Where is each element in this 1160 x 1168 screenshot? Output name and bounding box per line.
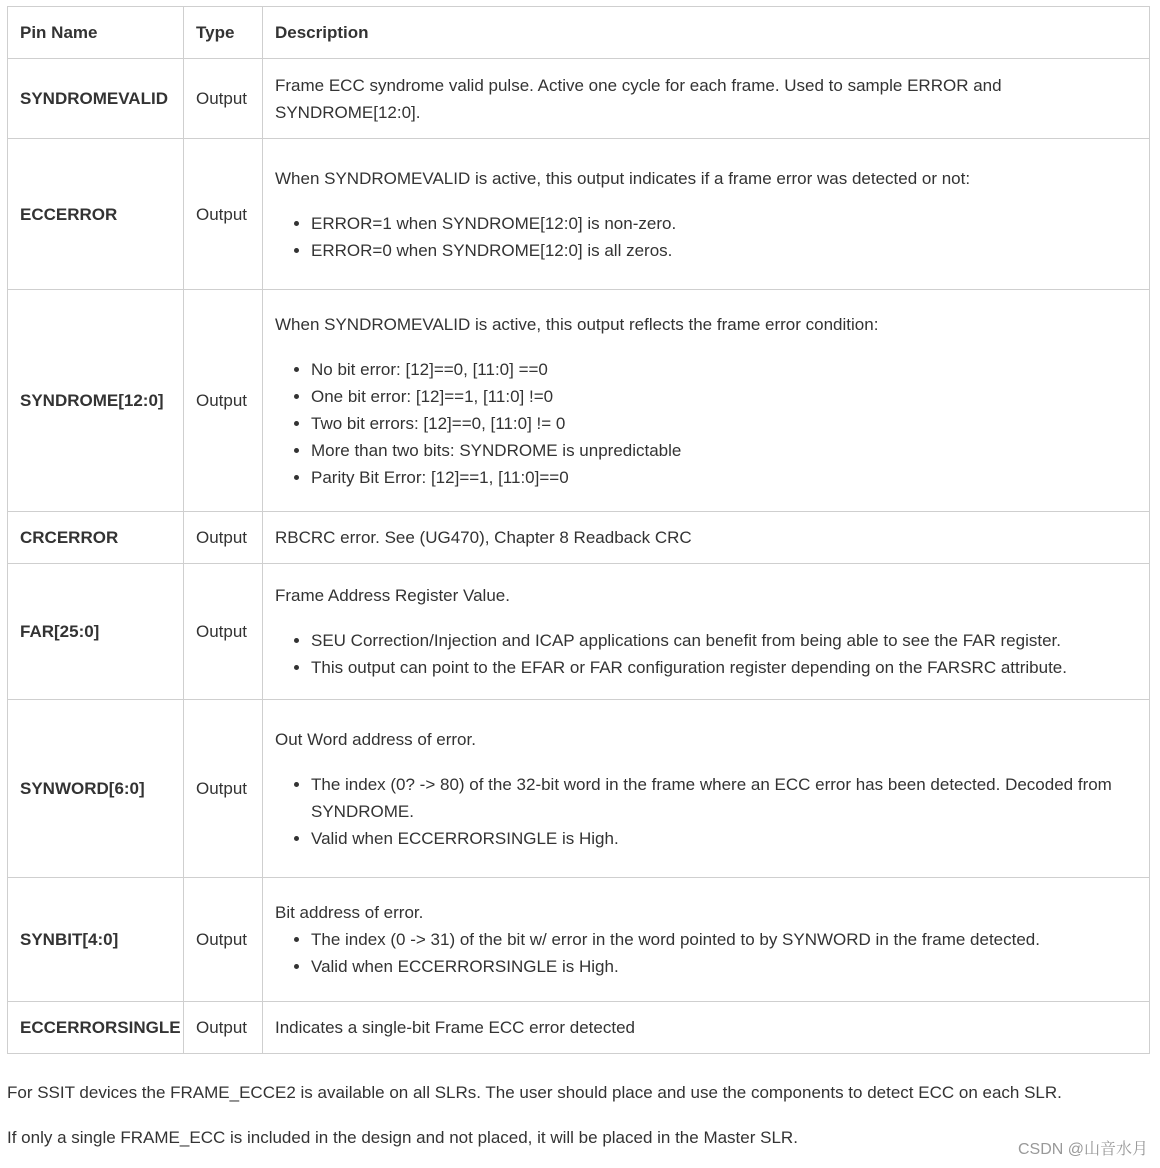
description-cell (263, 878, 1150, 1002)
list-item: • Parity Bit Error: [12]==1, [11:0]==0 (311, 464, 1137, 491)
description-cell (263, 59, 1150, 139)
table-row (8, 700, 1150, 878)
bullet-list (275, 356, 1137, 491)
table-row (8, 1002, 1150, 1054)
list-item: • One bit error: [12]==1, [11:0] !=0 (311, 383, 1137, 410)
list-item: • ERROR=1 when SYNDROME[12:0] is non-zero. (311, 210, 1137, 237)
bullet-list (275, 771, 1137, 852)
pin-name-cell: FAR[25:0] (8, 564, 184, 700)
description-cell (263, 290, 1150, 512)
description-text: RBCRC error. See (UG470), Chapter 8 Readback CRC (275, 528, 692, 547)
description-cell (263, 1002, 1150, 1054)
list-item: • ERROR=0 when SYNDROME[12:0] is all zeros. (311, 237, 1137, 264)
pin-name-cell: SYNDROMEVALID (8, 59, 184, 139)
description-text: Indicates a single-bit Frame ECC error detected (275, 1018, 635, 1037)
pin-name-cell: SYNBIT[4:0] (8, 878, 184, 1002)
type-cell: Output (184, 512, 263, 564)
description-cell (263, 139, 1150, 290)
pin-name-cell: CRCERROR (8, 512, 184, 564)
type-cell: Output (184, 1002, 263, 1054)
list-item: • The index (0? -> 80) of the 32-bit word in the frame where an ECC error has been detected. Decoded from SYNDROME. (311, 771, 1137, 825)
description-text: Bit address of error. (275, 903, 424, 922)
header-pin-name: Pin Name (8, 7, 184, 59)
ssit-note-paragraph: For SSIT devices the FRAME_ECCE2 is available on all SLRs. The user should place and use the components to detect ECC on each SLR. (7, 1083, 1062, 1102)
pin-description-table (7, 6, 1150, 1054)
description-cell (263, 512, 1150, 564)
list-item: • SEU Correction/Injection and ICAP applications can benefit from being able to see the FAR register. (311, 627, 1137, 654)
list-item: • This output can point to the EFAR or FAR configuration register depending on the FARSRC attribute. (311, 654, 1137, 681)
bullet-list (275, 627, 1137, 681)
description-text: Frame Address Register Value. (275, 586, 510, 605)
bullet-list (275, 926, 1137, 980)
type-cell: Output (184, 59, 263, 139)
header-type: Type (184, 7, 263, 59)
placement-note-paragraph: If only a single FRAME_ECC is included in the design and not placed, it will be placed in the Master SLR. (7, 1128, 798, 1147)
table-row (8, 59, 1150, 139)
bullet-list (275, 210, 1137, 264)
description-text: When SYNDROMEVALID is active, this output reflects the frame error condition: (275, 314, 879, 334)
type-cell: Output (184, 700, 263, 878)
list-item: • The index (0 -> 31) of the bit w/ error in the word pointed to by SYNWORD in the frame detected. (311, 926, 1137, 953)
list-item: • No bit error: [12]==0, [11:0] ==0 (311, 356, 1137, 383)
pin-name-cell: ECCERROR (8, 139, 184, 290)
table-row (8, 512, 1150, 564)
table-row (8, 878, 1150, 1002)
description-text: Frame ECC syndrome valid pulse. Active one cycle for each frame. Used to sample ERROR and SYNDROME[12:0]. (275, 75, 1002, 122)
type-cell: Output (184, 139, 263, 290)
type-cell: Output (184, 878, 263, 1002)
table-row (8, 139, 1150, 290)
table-header-row (8, 7, 1150, 59)
table-row (8, 564, 1150, 700)
type-cell: Output (184, 290, 263, 512)
pin-name-cell: SYNWORD[6:0] (8, 700, 184, 878)
list-item: • Valid when ECCERRORSINGLE is High. (311, 953, 1137, 980)
list-item: • Valid when ECCERRORSINGLE is High. (311, 825, 1137, 852)
csdn-watermark: CSDN @山音水月 (1017, 1141, 1148, 1158)
description-cell (263, 564, 1150, 700)
list-item: • Two bit errors: [12]==0, [11:0] != 0 (311, 410, 1137, 437)
pin-name-cell: ECCERRORSINGLE (8, 1002, 184, 1054)
table-row (8, 290, 1150, 512)
description-text: When SYNDROMEVALID is active, this output indicates if a frame error was detected or not: (275, 168, 971, 188)
description-cell (263, 700, 1150, 878)
type-cell: Output (184, 564, 263, 700)
description-text: Out Word address of error. (275, 729, 476, 749)
list-item: • More than two bits: SYNDROME is unpredictable (311, 437, 1137, 464)
header-description: Description (263, 7, 1150, 59)
pin-name-cell: SYNDROME[12:0] (8, 290, 184, 512)
